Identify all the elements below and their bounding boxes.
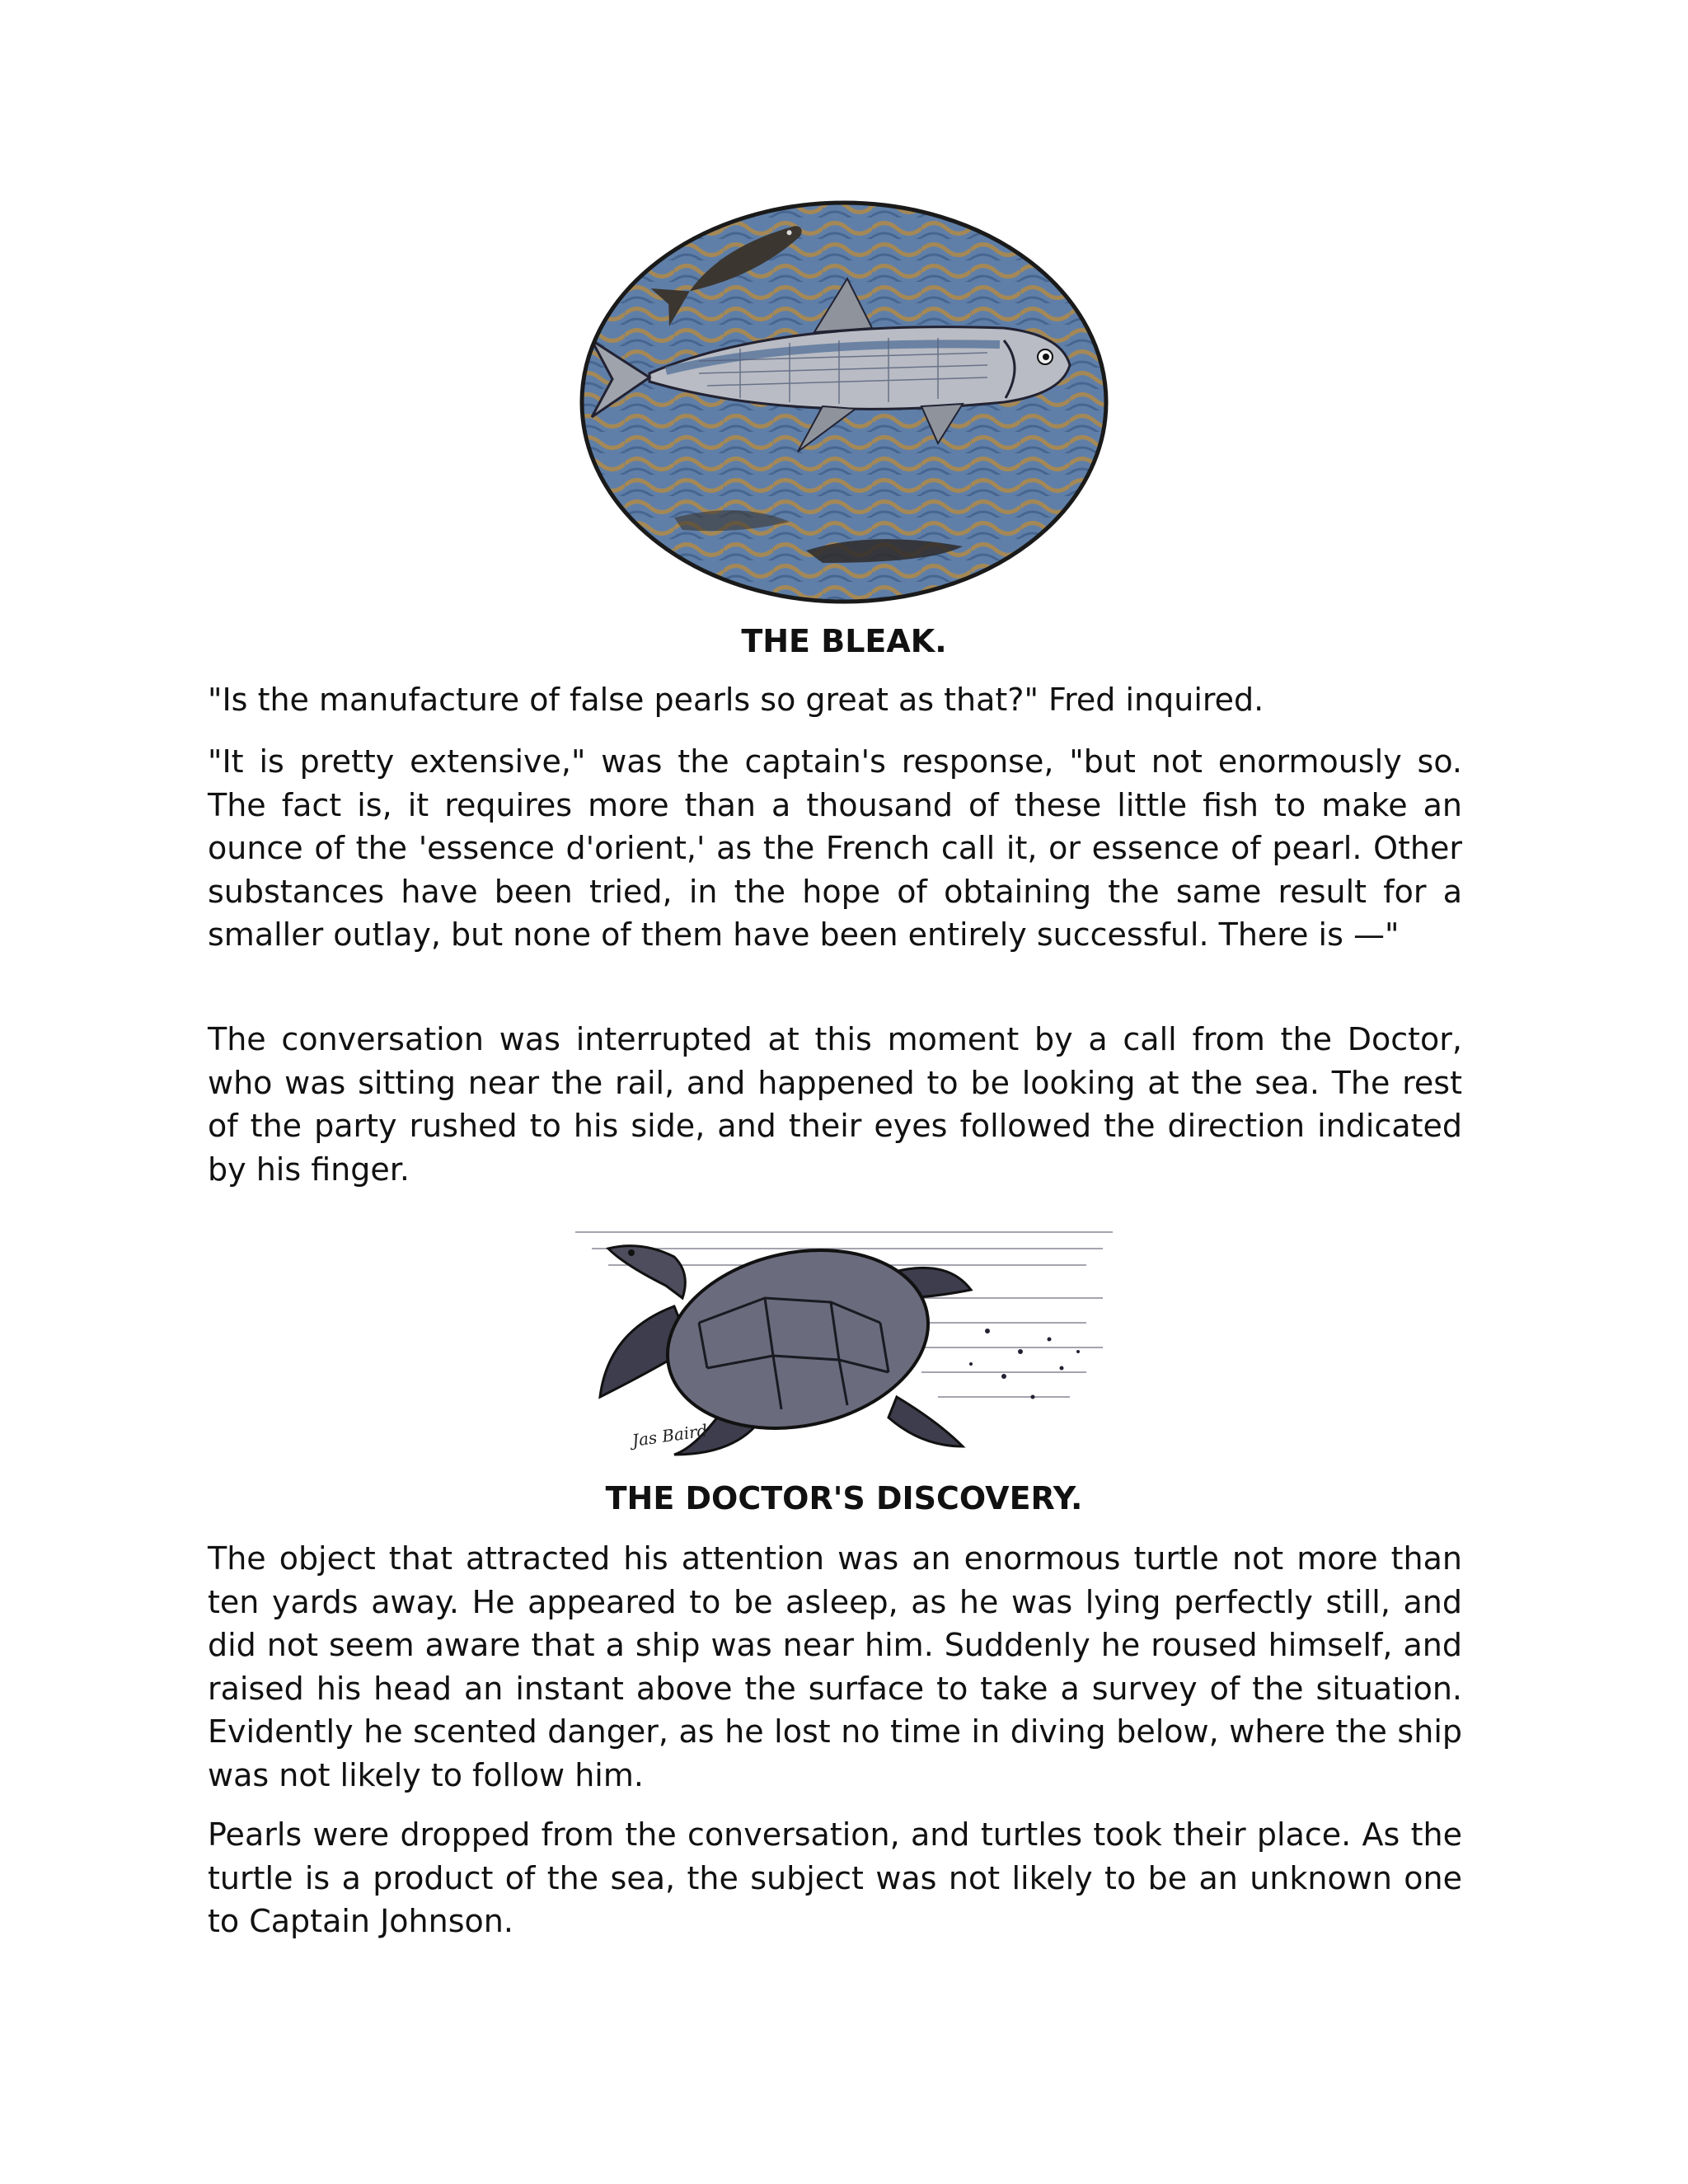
- turtle-engraving-icon: [575, 1207, 1113, 1471]
- fish-engraving-icon: [575, 196, 1113, 608]
- paragraph-1: "Is the manufacture of false pearls so great as that?" Fred inquired.: [208, 682, 1264, 718]
- paragraph-4: The object that attracted his attention was an enormous turtle not more than ten yards away. He appeared to be asleep, as he was lying perfectly still, and did not seem aware that a ship was near him. Suddenly he roused himself, and raised his head an instant above the surface to take a survey of the situation. Evidently he scented danger, as he lost no time in diving below, where the ship was not likely to follow him.: [208, 1540, 1462, 1793]
- paragraph-3: The conversation was interrupted at this moment by a call from the Doctor, who was sitting near the rail, and happened to be looking at the sea. The rest of the party rushed to his side, and their eyes followed the direction indicated by his finger.: [208, 1021, 1462, 1188]
- turtle-illustration: [0, 1207, 1688, 1471]
- figure-caption-bleak: THE BLEAK.: [741, 623, 947, 659]
- svg-text:Jas Baird: Jas Baird: [631, 1420, 709, 1451]
- bleak-illustration: [0, 196, 1688, 608]
- figure-caption-discovery: THE DOCTOR'S DISCOVERY.: [605, 1480, 1083, 1516]
- paragraph-2: "It is pretty extensive," was the captain's response, "but not enormously so. The fact is, it requires more than a thousand of these little fish to make an ounce of the 'essence d'orient,' as the French call it, or essence of pearl. Other substances have been tried, in the hope of obtaining the same result for a smaller outlay, but none of them have been entirely successful. There is —": [208, 743, 1462, 953]
- paragraph-5: Pearls were dropped from the conversation, and turtles took their place. As the turtle is a product of the sea, the subject was not likely to be an unknown one to Captain Johnson.: [208, 1816, 1462, 1939]
